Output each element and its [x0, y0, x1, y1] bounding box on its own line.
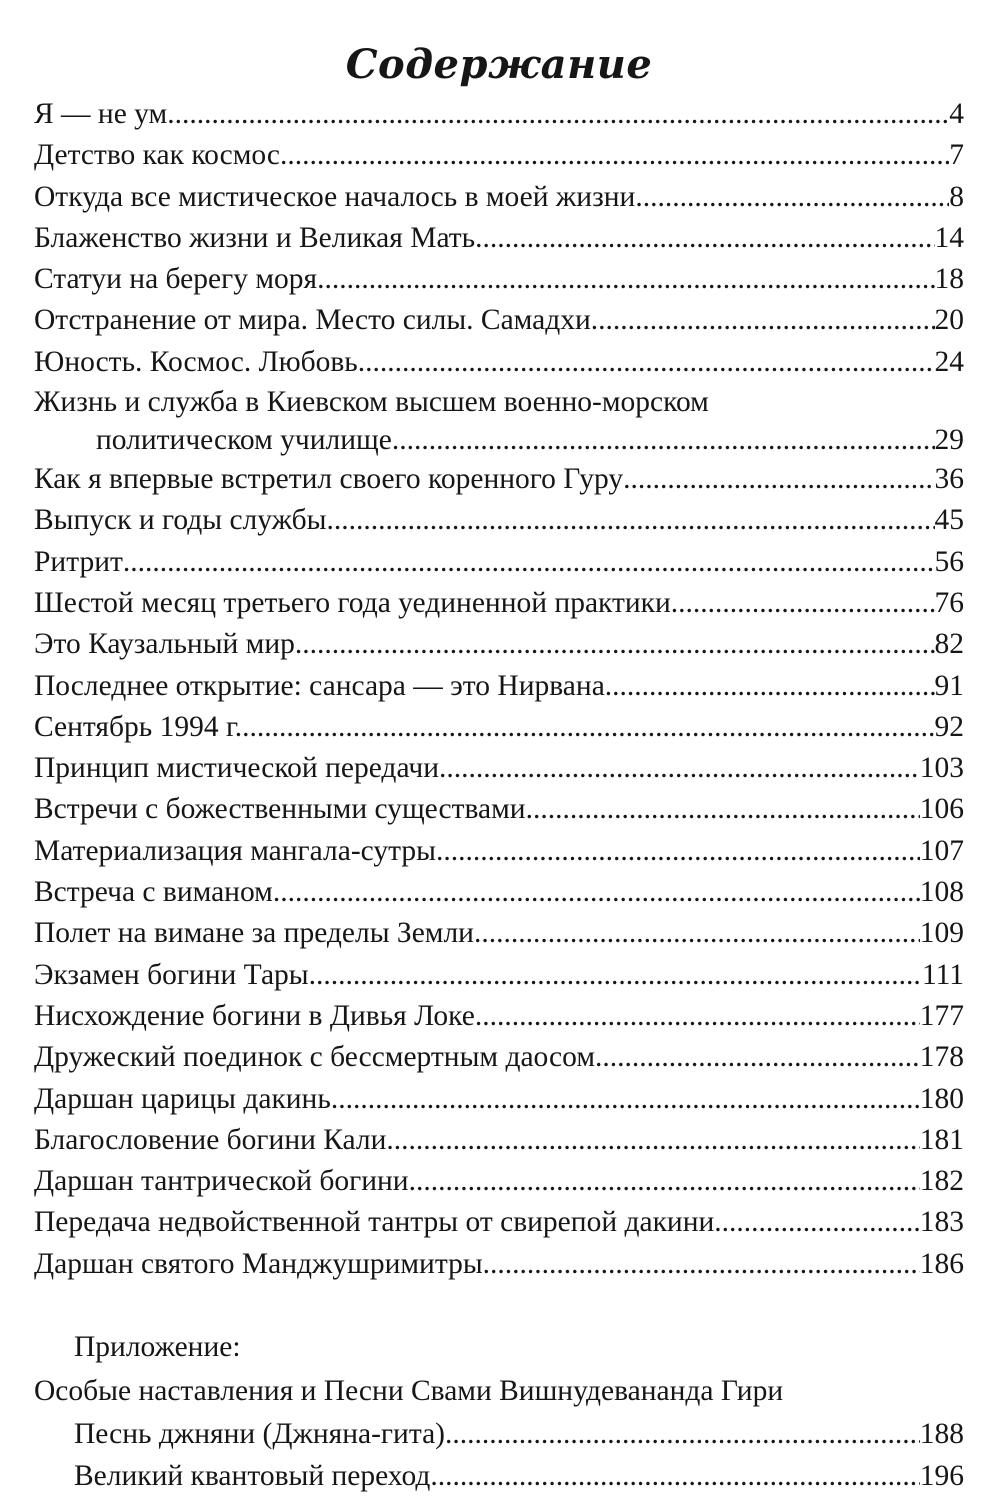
appendix-heading: Особые наставления и Песни Свами Вишнудевананда Гири [34, 1375, 784, 1408]
dot-leader [439, 748, 920, 789]
toc-entry[interactable] [34, 666, 964, 707]
dot-leader [714, 1202, 919, 1243]
dot-leader [317, 259, 934, 300]
dot-leader [595, 1037, 920, 1078]
toc-page-number: 107 [919, 834, 964, 867]
toc-page-number: 177 [919, 999, 964, 1032]
dot-leader [295, 624, 935, 665]
toc-entry-title: Детство как космос [34, 139, 281, 172]
toc-page-number: 45 [934, 504, 964, 537]
toc-entry-title: Ритрит [34, 545, 123, 578]
toc-entry-title: Юность. Космос. Любовь [34, 345, 358, 378]
toc-page-number: 18 [934, 263, 964, 296]
toc-entry-title: Я — не ум [34, 98, 168, 130]
toc-page-number: 92 [934, 710, 964, 743]
toc-page-number: 180 [919, 1082, 964, 1115]
dot-leader [309, 955, 922, 996]
dot-leader [474, 913, 920, 954]
toc-entry[interactable] [34, 342, 964, 383]
toc-entry[interactable] [34, 542, 964, 583]
dot-leader [623, 459, 934, 500]
page-title: Содержание [345, 41, 653, 88]
toc-page-number: 106 [919, 793, 964, 826]
toc-page-number: 36 [934, 463, 964, 496]
toc-entry[interactable] [34, 1202, 964, 1243]
dot-leader [445, 1413, 920, 1455]
toc-entry-title: Встреча с виманом [34, 876, 273, 909]
toc-entry-continuation [34, 421, 964, 459]
dot-leader [326, 500, 934, 541]
toc-entry-title: Сентябрь 1994 г. [34, 710, 243, 743]
toc-entry-title: Как я впервые встретил своего коренного Гуру [34, 463, 624, 496]
toc-entry-title: Принцип мистической передачи [34, 752, 439, 785]
toc-entry-title: Шестой месяц третьего года уединенной практики [34, 586, 671, 619]
dot-leader [671, 583, 935, 624]
dot-leader [526, 789, 920, 830]
toc-page-number: 24 [934, 345, 964, 378]
toc-entry[interactable] [34, 1120, 964, 1161]
toc-page-number: 188 [919, 1418, 964, 1451]
toc-entry[interactable] [34, 218, 964, 259]
toc-entry-title: Даршан царицы дакинь [34, 1082, 331, 1115]
dot-leader [280, 135, 949, 176]
toc-page-number: 183 [919, 1206, 964, 1239]
toc-entry-title: Статуи на берегу моря [34, 263, 318, 296]
toc-entry[interactable] [34, 707, 964, 748]
toc-page-number: 108 [919, 876, 964, 909]
dot-leader [475, 218, 934, 259]
toc-page-number: 82 [934, 628, 964, 661]
toc-page-number: 186 [919, 1247, 964, 1280]
appendix-entry[interactable] [34, 1455, 964, 1497]
dot-leader [436, 831, 920, 872]
toc-page-number: 76 [934, 586, 964, 619]
dot-leader [635, 177, 949, 218]
dot-leader [331, 1079, 920, 1120]
toc-entry[interactable] [34, 500, 964, 541]
toc-entry[interactable] [34, 177, 964, 218]
section-spacer [34, 1285, 964, 1325]
toc-entry[interactable] [34, 583, 964, 624]
appendix-entry[interactable] [34, 1413, 964, 1455]
toc-entry[interactable] [34, 94, 964, 135]
toc-entry-title: Дружеский поединок с бессмертным даосом [34, 1041, 595, 1074]
dot-leader [242, 707, 934, 748]
toc-entry[interactable] [34, 831, 964, 872]
dot-leader [273, 872, 920, 913]
dot-leader [591, 300, 935, 341]
toc-entry[interactable] [34, 789, 964, 830]
toc-page-number: 103 [919, 752, 964, 785]
toc-entry-title: Встречи с божественными существами [34, 793, 526, 826]
toc-list [34, 94, 964, 1285]
toc-entry[interactable] [34, 135, 964, 176]
toc-entry-title: Передача недвойственной тантры от свирепой дакини [34, 1206, 715, 1239]
toc-entry[interactable] [34, 1244, 964, 1285]
table-of-contents-page [34, 38, 964, 1497]
toc-entry[interactable] [34, 624, 964, 665]
toc-page-number: 91 [934, 669, 964, 702]
toc-entry[interactable] [34, 1079, 964, 1120]
toc-page-number: 181 [919, 1123, 964, 1156]
toc-entry-title: Отстранение от мира. Место силы. Самадхи [34, 304, 591, 337]
dot-leader [123, 542, 935, 583]
appendix-label: Приложение: [74, 1331, 241, 1364]
toc-page-number: 8 [949, 180, 964, 213]
toc-page-number: 14 [934, 221, 964, 254]
toc-entry-title-line1: Жизнь и служба в Киевском высшем военно-морском [34, 386, 709, 419]
toc-page-number: 109 [919, 917, 964, 950]
toc-page-number: 111 [921, 958, 964, 991]
dot-leader [409, 1161, 920, 1202]
toc-entry-title: Блаженство жизни и Великая Мать [34, 221, 476, 254]
toc-entry-title: Выпуск и годы службы [34, 504, 327, 537]
toc-page-number: 29 [934, 424, 964, 457]
toc-entry[interactable] [34, 913, 964, 954]
toc-entry[interactable] [34, 872, 964, 913]
toc-entry[interactable] [34, 748, 964, 789]
toc-entry[interactable] [34, 1037, 964, 1078]
toc-entry[interactable] [34, 955, 964, 996]
toc-entry-title: Материализация мангала-сутры [34, 834, 436, 867]
toc-entry-title: Великий квантовый переход [74, 1460, 431, 1493]
toc-page-number: 20 [934, 304, 964, 337]
toc-entry[interactable] [34, 996, 964, 1037]
toc-entry-title: Это Каузальный мир [34, 628, 295, 661]
toc-entry[interactable] [34, 259, 964, 300]
appendix-list [34, 1413, 964, 1497]
toc-page-number: 182 [919, 1165, 964, 1198]
dot-leader [475, 996, 920, 1037]
dot-leader [358, 342, 935, 383]
toc-entry-title: Даршан святого Манджушримитры [34, 1247, 483, 1280]
toc-entry-title: Последнее открытие: сансара — это Нирвана [34, 669, 605, 702]
toc-entry-title: Даршан тантрической богини [34, 1165, 409, 1198]
dot-leader [430, 1455, 919, 1497]
toc-page-number: 7 [949, 139, 964, 172]
toc-entry-title: Экзамен богини Тары [34, 958, 309, 991]
toc-entry-multiline[interactable] [34, 383, 964, 459]
toc-page-number: 196 [919, 1460, 964, 1493]
toc-entry-title: Полет на вимане за пределы Земли [34, 917, 474, 950]
dot-leader [392, 421, 935, 459]
toc-page-number: 178 [919, 1041, 964, 1074]
dot-leader [605, 666, 935, 707]
toc-entry-title-line2: политическом училище [96, 424, 392, 457]
toc-entry-title: Нисхождение богини в Дивья Локе [34, 999, 475, 1032]
toc-page-number: 56 [934, 545, 964, 578]
dot-leader [386, 1120, 919, 1161]
toc-entry[interactable] [34, 300, 964, 341]
toc-page-number: 4 [949, 98, 964, 130]
dot-leader [483, 1244, 920, 1285]
toc-entry[interactable] [34, 1161, 964, 1202]
dot-leader [167, 94, 949, 135]
toc-entry[interactable] [34, 459, 964, 500]
toc-entry-title: Песнь джняни (Джняна-гита) [74, 1418, 445, 1451]
toc-entry-title: Откуда все мистическое началось в моей жизни [34, 180, 636, 213]
toc-entry-title: Благословение богини Кали [34, 1123, 387, 1156]
